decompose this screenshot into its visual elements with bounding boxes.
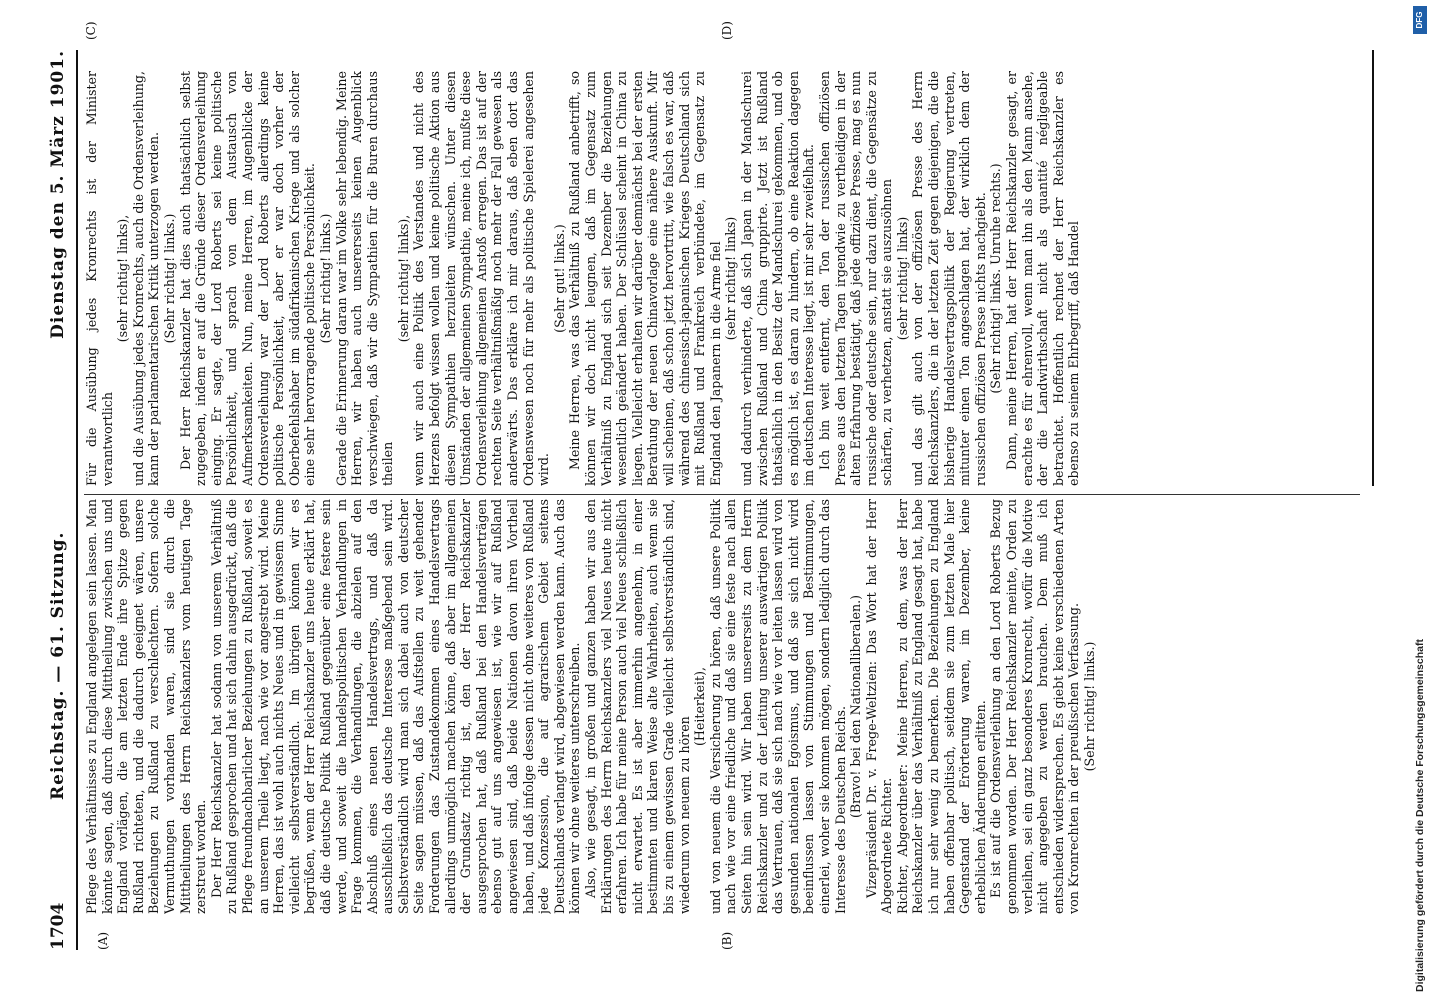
paragraph: Der Herr Reichskanzler hat dies auch thatsächlich selbst zugegeben, indem er auf die Gründe dieser Ordensverleihung einging. Er sagte, der Lord Roberts sei keine politische Persönlichkeit, und sprach von dem Austausch von Aufmerksamkeiten. Nun, meine Herren, im Augenblicke der Ordensverleihung war der Lord Roberts allerdings keine politische Persönlichkeit, aber er war doch vorher der Oberbefehlshaber im südafrikanischen Kriege und als solcher eine sehr hervorragende politische Persönlichkeit. xyxy=(177,71,318,486)
left-text-column xyxy=(84,499,1364,914)
header-session-title: Reichstag. — 61. Sitzung. xyxy=(48,531,68,800)
paragraph: (Sehr richtig! links.) xyxy=(317,213,333,344)
paragraph: Ich bin weit entfernt, den Ton der russischen offiziösen Presse aus den letzten Tagen irgendwie zu vertheidigen in der alten Erfahrung bestätigt, daß jede offiziöse Presse, mag es nun russische oder deutsche sein, nur dazu dient, die Gegensätze zu schärfen, zu verhetzen, anstatt sie auszusöhnen xyxy=(816,71,895,486)
paragraph: Vizepräsident Dr. v. Frege-Weltzien: Das Wort hat der Herr Abgeordnete Richter. xyxy=(863,499,895,914)
margin-marker-c: (C) xyxy=(84,21,98,40)
margin-marker-b: (B) xyxy=(720,931,734,950)
paragraph: (sehr richtig! links), xyxy=(395,214,411,343)
paragraph: Für die Ausübung jedes Kronrechts ist der Minister verantwortlich xyxy=(84,71,115,486)
paragraph: (sehr richtig! links) xyxy=(894,216,910,341)
paragraph: (Sehr richtig! links.) xyxy=(1082,641,1097,772)
paragraph: (Sehr richtig! links.) xyxy=(161,213,177,344)
page-header xyxy=(44,50,74,950)
header-rule xyxy=(76,50,78,950)
paragraph: Also, wie gesagt, in großen und ganzen haben wir aus den Erklärungen des Herrn Reichskanzlers viel Neues heute nicht erfahren. Ich habe für meine Person auch viel Neues schließlich nicht erwartet. Es ist aber immerhin angenehm, in einer bestimmten und klaren Weise alte Wahrheiten, auch wenn sie bis zu einem gewissen Grade vielleicht selbstverständlich sind, wiederum von neuem zu hören xyxy=(583,499,692,914)
paragraph: (sehr richtig! links), xyxy=(115,214,131,343)
paragraph: Dann, meine Herren, hat der Herr Reichskanzler gesagt, er erachte es für ehrenvoll, wenn man ihn als den Mann ansehe, der die Landwirthschaft nicht als quantité négligeable betrachtet. Hoffentlich rechnet der Herr Reichskanzler es ebenso zu seinem Ehrbegriff, daß Handel xyxy=(1004,71,1082,486)
paragraph: wenn wir auch eine Politik des Verstandes und nicht des Herzens befolgt wissen wollen und keine politische Aktion aus diesen Sympathien herzuleiten wünschen. Unter diesen Umständen der allgemeinen Sympathie, meine ich, mußte diese Ordensverleihung allgemeinen Anstoß erregen. Das ist auf der rechten Seite verhältnißmäßig noch mehr der Fall gewesen als anderwärts. Das erkläre ich mir daraus, daß eben dort das Ordenswesen noch für mehr als politische Spielerei angesehen wird. xyxy=(411,71,552,486)
paragraph: und dadurch verhinderte, daß sich Japan in der Mandschurei zwischen Rußland und China gruppirte. Jetzt ist Rußland thatsächlich in den Besitz der Mandschurei gekommen, und ob es möglich ist, es daran zu hindern, ob eine Reaktion dagegen im deutschen Interesse liegt, ist mir sehr zweifelhaft. xyxy=(738,71,817,486)
paragraph: (Sehr gut! links.) xyxy=(551,224,567,333)
page-number: 1704 xyxy=(48,902,68,950)
dfg-logo-text: DFG xyxy=(1415,11,1424,29)
paragraph: (sehr richtig! links) xyxy=(723,216,739,341)
paragraph: Pflege des Verhältnisses zu England angelegen sein lassen. Man könnte sagen, daß durch diese Mittheilung zwischen uns und England vorlägen, die am letzten Ende ihre Spitze gegen Rußland richteten, und die dadurch geeignet wären, unsere Beziehungen zu Rußland zu verschlechtern. Sofern solche Vermuthungen vorhanden waren, sind sie durch die Mittheilungen des Herrn Reichskanzlers vom heutigen Tage zerstreut worden. xyxy=(84,499,209,914)
margin-marker-d: (D) xyxy=(720,21,734,40)
paragraph: und von neuem die Versicherung zu hören, daß unsere Politik nach wie vor eine friedliche und daß sie eine feste nach allen Seiten hin sein wird. Wir haben unsererseits zu dem Herrn Reichskanzler und zu der Leitung unserer auswärtigen Politik das Vertrauen, daß sie sich nach wie vor leiten lassen wird von gesunden nationalen Egoismus, und daß sie sich nicht wird beeinflussen lassen von Stimmungen und Bestimmungen, einerlei, woher sie kommen mögen, sondern lediglich durch das Interesse des Deutschen Reichs. xyxy=(707,499,848,914)
paragraph: (Bravo! bei den Nationalliberalen.) xyxy=(848,594,864,819)
header-date-title: Dienstag den 5. März 1901. xyxy=(48,50,68,339)
paragraph: Richter, Abgeordneter: Meine Herren, zu dem, was der Herr Reichskanzler über das Verhältniß zu England gesagt hat, habe ich nur sehr wenig zu bemerken. Die Beziehungen zu England haben offenbar politisch, seitdem sie zum letzten Male hier Gegenstand der Erörterung waren, im Dezember, keine erheblichen Änderungen erlitten. xyxy=(894,499,988,914)
paragraph: und die Ausübung jedes Kronrechts, auch die Ordensverleihung, kann der parlamentarischen Kritik unterzogen werden. xyxy=(130,71,162,486)
paragraph: Der Herr Reichskanzler hat sodann von unserem Verhältniß zu Rußland gesprochen und hat sich dahin ausgedrückt, daß die Pflege freundnachbarlicher Beziehungen zu Rußland, soweit es an unserem Theile liegt, nach wie vor angestrebt wird. Meine Herren, das ist wohl auch nichts Neues und in gewissem Sinne vielleicht selbstverständlich. Im übrigen können wir es begrüßen, wenn der Herr Reichskanzler uns heute erklärt hat, daß die deutsche Politik Rußland gegenüber eine festere sein werde, und soweit die handelspolitischen Verhandlungen in Frage kommen, die Verhandlungen, die abzielen auf den Abschluß eines neuen Handelsvertrags, und daß da ausschließlich das deutsche Interesse maßgebend sein wird. Selbstverständlich wird man sich dabei auch von deutscher Seite sagen müssen, daß das Aufstellen zu weit gehender Forderungen das Zustandekommen eines Handelsvertrags allerdings unmöglich machen könne, daß aber im allgemeinen der Grundsatz richtig ist, den der Herr Reichskanzler ausgesprochen hat, daß Rußland bei den Handelsverträgen ebenso gut auf uns angewiesen ist, wie wir auf Rußland angewiesen sind, daß beide Nationen davon ihren Vortheil haben, und daß infolge dessen nicht ohne weiteres von Rußland jede Konzession, die auf agrarischem Gebiet seitens Deutschlands verlangt wird, abgewiesen werden kann. Auch das können wir ohne weiteres unterschreiben. xyxy=(208,499,583,914)
paragraph: (Heiterkeit), xyxy=(692,667,708,746)
paragraph: und das gilt auch von der offiziösen Presse des Herrn Reichskanzlers, die in der letzten Zeit gegen diejenigen, die die bisherige Handelsvertragspolitik der Regierung vertreten, mitunter einen Ton angeschlagen hat, der wirklich dem der russischen offiziösen Presse nichts nachgiebt. xyxy=(910,71,988,486)
paragraph: (Sehr richtig! links. Unruhe rechts.) xyxy=(988,163,1004,394)
margin-marker-a: (A) xyxy=(96,931,110,950)
dfg-logo xyxy=(1413,6,1427,34)
digitization-notice xyxy=(1412,8,1428,992)
paragraph: Es ist auf die Ordensverleihung an den Lord Roberts Bezug genommen worden. Der Herr Reichskanzler meinte, Orden zu verleihen, sei ein ganz besonderes Kronrecht, wofür die Motive nicht angegeben zu werden brauchen. Dem muß ich entschieden widersprechen. Es giebt keine verschiedenen Arten von Kronrechten in der preußischen Verfassung. xyxy=(988,499,1082,914)
paragraph: Gerade die Erinnerung daran war im Volke sehr lebendig. Meine Herren, wir haben auch unsererseits keinen Augenblick verschwiegen, daß wir die Sympathien für die Buren durchaus theilen xyxy=(333,71,396,486)
paragraph: Meine Herren, was das Verhältniß zu Rußland anbetrifft, so können wir doch nicht leugnen, daß im Gegensatz zum Verhältniß zu England sich seit Dezember die Beziehungen wesentlich geändert haben. Der Schlüssel scheint in China zu liegen. Vielleicht erhalten wir darüber demnächst bei der ersten Berathung der neuen Chinavorlage eine nähere Auskunft. Mir will scheinen, daß schon jetzt hervortritt, wie falsch es war, daß während des chinesisch-japanischen Krieges Deutschland sich mit Rußland und Frankreich verbündete, im Gegensatz zu England den Japanern in die Arme fiel xyxy=(567,71,723,486)
right-text-column xyxy=(84,71,1364,486)
column-divider xyxy=(84,494,1360,495)
digitization-notice-text: Digitalisierung gefördert durch die Deutsche Forschungsgemeinschaft xyxy=(1414,639,1426,992)
footer-rule xyxy=(1372,50,1374,486)
